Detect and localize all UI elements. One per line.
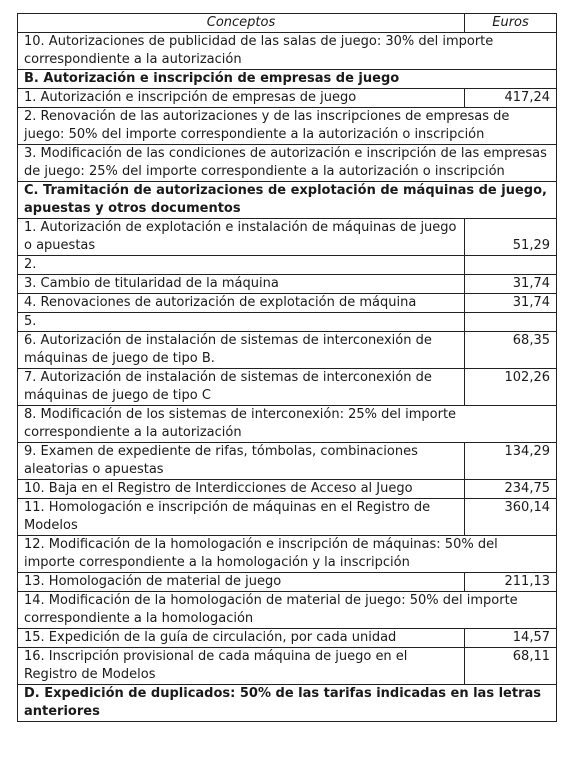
table-row (18, 332, 557, 369)
table-body (18, 33, 557, 722)
table-row (18, 499, 557, 536)
table-row (18, 573, 557, 592)
concept-cell: 6. Autorización de instalación de sistemas de interconexión de máquinas de juego de tipo B. (18, 332, 465, 369)
section-heading: B. Autorización e inscripción de empresas de juego (18, 70, 557, 89)
table-row (18, 108, 557, 145)
table-row (18, 256, 557, 275)
concept-cell: 2. Renovación de las autorizaciones y de las inscripciones de empresas de juego: 50% del importe correspondiente a la autorización o inscripción (18, 108, 557, 145)
amount-cell: 68,35 (465, 332, 557, 369)
amount-cell: 102,26 (465, 369, 557, 406)
concept-cell: 8. Modificación de los sistemas de interconexión: 25% del importe correspondiente a la autorización (18, 406, 557, 443)
concept-cell: 11. Homologación e inscripción de máquinas en el Registro de Modelos (18, 499, 465, 536)
amount-cell: 134,29 (465, 443, 557, 480)
amount-cell: 31,74 (465, 294, 557, 313)
table-row (18, 275, 557, 294)
concept-cell: 14. Modificación de la homologación de material de juego: 50% del importe correspondiente a la homologación (18, 592, 557, 629)
table-row (18, 406, 557, 443)
table-row (18, 313, 557, 332)
header-row (18, 14, 557, 33)
concept-cell: 15. Expedición de la guía de circulación, por cada unidad (18, 629, 465, 648)
amount-cell: 360,14 (465, 499, 557, 536)
section-row (18, 182, 557, 219)
table-row (18, 369, 557, 406)
table-row (18, 592, 557, 629)
fees-table (17, 13, 557, 722)
section-heading: D. Expedición de duplicados: 50% de las tarifas indicadas en las letras anteriores (18, 685, 557, 722)
header-concept: Conceptos (18, 14, 465, 33)
amount-cell (465, 256, 557, 275)
table-row (18, 33, 557, 70)
amount-cell: 211,13 (465, 573, 557, 592)
amount-cell: 234,75 (465, 480, 557, 499)
concept-cell: 9. Examen de expediente de rifas, tómbolas, combinaciones aleatorias o apuestas (18, 443, 465, 480)
amount-cell: 14,57 (465, 629, 557, 648)
table-row (18, 145, 557, 182)
amount-cell: 417,24 (465, 89, 557, 108)
concept-cell: 3. Modificación de las condiciones de autorización e inscripción de las empresas de juego: 25% del importe correspondiente a la autorización o inscripción (18, 145, 557, 182)
concept-cell: 16. Inscripción provisional de cada máquina de juego en el Registro de Modelos (18, 648, 465, 685)
header-amount: Euros (465, 14, 557, 33)
table-row (18, 648, 557, 685)
section-row (18, 70, 557, 89)
concept-cell: 5. (18, 313, 465, 332)
amount-cell (465, 313, 557, 332)
amount-cell: 51,29 (465, 219, 557, 256)
concept-cell: 2. (18, 256, 465, 275)
section-heading: C. Tramitación de autorizaciones de explotación de máquinas de juego, apuestas y otros documentos (18, 182, 557, 219)
concept-cell: 10. Autorizaciones de publicidad de las salas de juego: 30% del importe correspondiente a la autorización (18, 33, 557, 70)
amount-cell: 68,11 (465, 648, 557, 685)
table-row (18, 219, 557, 256)
table-row (18, 89, 557, 108)
concept-cell: 1. Autorización de explotación e instalación de máquinas de juego o apuestas (18, 219, 465, 256)
concept-cell: 12. Modificación de la homologación e inscripción de máquinas: 50% del importe correspondiente a la homologación y la inscripción (18, 536, 557, 573)
concept-cell: 4. Renovaciones de autorización de explotación de máquina (18, 294, 465, 313)
table-row (18, 536, 557, 573)
concept-cell: 7. Autorización de instalación de sistemas de interconexión de máquinas de juego de tipo C (18, 369, 465, 406)
table-row (18, 443, 557, 480)
concept-cell: 10. Baja en el Registro de Interdicciones de Acceso al Juego (18, 480, 465, 499)
table-row (18, 294, 557, 313)
table-row (18, 629, 557, 648)
concept-cell: 1. Autorización e inscripción de empresas de juego (18, 89, 465, 108)
amount-cell: 31,74 (465, 275, 557, 294)
section-row (18, 685, 557, 722)
table-row (18, 480, 557, 499)
concept-cell: 13. Homologación de material de juego (18, 573, 465, 592)
concept-cell: 3. Cambio de titularidad de la máquina (18, 275, 465, 294)
